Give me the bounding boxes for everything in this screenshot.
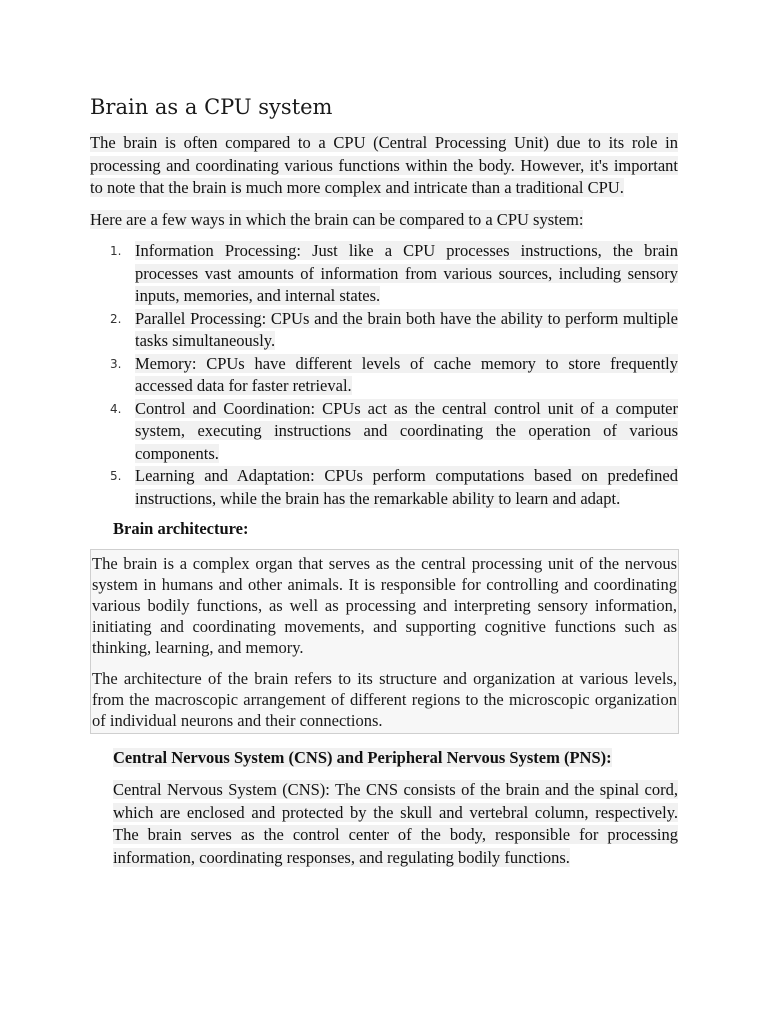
architecture-heading: Brain architecture: <box>113 519 249 538</box>
page-title: Brain as a CPU system <box>90 95 333 119</box>
ways-intro-text: Here are a few ways in which the brain can be compared to a CPU system: <box>90 209 584 229</box>
cns-paragraph-text: Central Nervous System (CNS): The CNS consists of the brain and the spinal cord, which are enclosed and protected by the skull and vertebral column, respectively. The brain serves as the control center of the body, responsible for processing information, coordinating responses, and regulating bodily functions. <box>113 780 678 867</box>
ways-intro-paragraph <box>90 209 678 232</box>
list-item-text: Information Processing: Just like a CPU processes instructions, the brain processes vast amounts of information from various sources, including sensory inputs, memories, and internal states. <box>135 241 678 305</box>
list-number: 1. <box>110 244 122 258</box>
list-item <box>110 353 678 398</box>
architecture-paragraph: The architecture of the brain refers to its structure and organization at various levels, from the macroscopic arrangement of different regions to the microscopic organization of individual neurons and their connections. <box>92 669 677 730</box>
list-item-text: Parallel Processing: CPUs and the brain both have the ability to perform multiple tasks simultaneously. <box>135 308 678 350</box>
list-item-text: Memory: CPUs have different levels of cache memory to store frequently accessed data for faster retrieval. <box>135 353 678 395</box>
architecture-box <box>90 549 679 734</box>
list-item-text: Control and Coordination: CPUs act as the central control unit of a computer system, executing instructions and coordinating the operation of various components. <box>135 398 678 463</box>
list-number: 3. <box>110 356 122 371</box>
list-number: 2. <box>110 311 122 326</box>
cns-heading-text: Central Nervous System (CNS) and Peripheral Nervous System (PNS): <box>113 748 612 767</box>
list-item <box>110 240 678 308</box>
list-item <box>110 465 678 510</box>
list-number: 5. <box>110 469 122 483</box>
intro-paragraph <box>90 132 678 200</box>
comparison-list <box>90 240 678 510</box>
architecture-paragraph: The brain is a complex organ that serves as the central processing unit of the nervous system in humans and other animals. It is responsible for controlling and coordinating various bodily functions, as well as processing and interpreting sensory information, initiating and coordinating movements, and supporting cognitive functions such as thinking, learning, and memory. <box>92 554 677 657</box>
list-item <box>110 308 678 353</box>
list-item <box>110 398 678 466</box>
list-item-text: Learning and Adaptation: CPUs perform computations based on predefined instructions, while the brain has the remarkable ability to learn and adapt. <box>135 466 678 508</box>
document-page <box>90 92 678 878</box>
intro-text: The brain is often compared to a CPU (Central Processing Unit) due to its role in processing and coordinating various functions within the body. However, it's important to note that the brain is much more complex and intricate than a traditional CPU. <box>90 133 678 197</box>
list-number: 4. <box>110 401 122 416</box>
cns-heading <box>113 746 678 770</box>
cns-paragraph <box>113 779 678 869</box>
